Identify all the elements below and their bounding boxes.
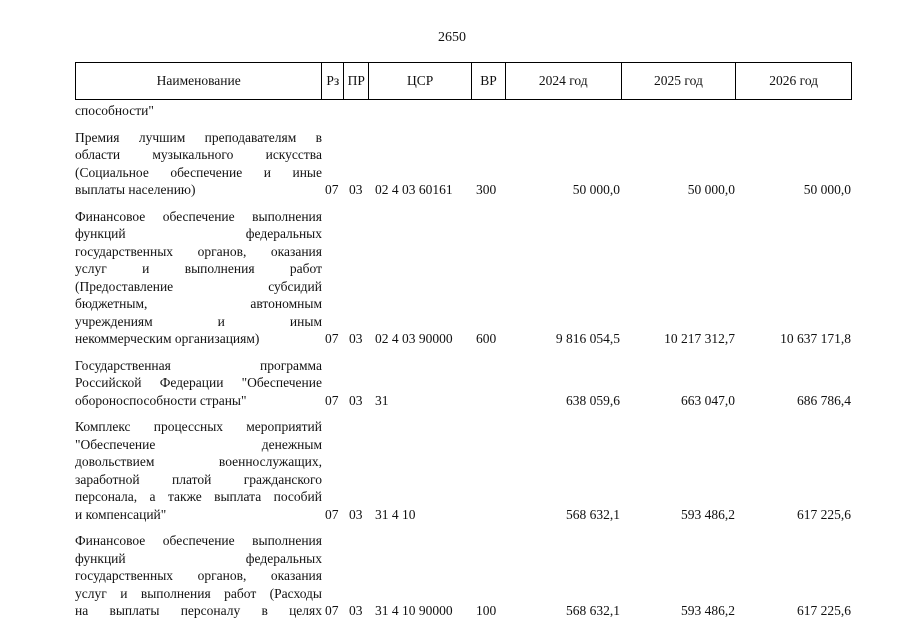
row-2024: 9 816 054,5 — [555, 331, 620, 346]
row-2026: 617 225,6 — [797, 603, 851, 618]
row-values — [75, 181, 852, 199]
header-pr: ПР — [344, 63, 369, 99]
row-name-line: функций федеральных — [75, 550, 322, 566]
row-name-line: (Социальное обеспечение и иные — [75, 164, 322, 180]
row-2026: 10 637 171,8 — [780, 331, 851, 346]
header-2026: 2026 год — [769, 73, 819, 88]
row-vr: 100 — [476, 603, 497, 618]
page-number: 2650 — [438, 30, 466, 45]
row-name — [75, 208, 322, 348]
row-name-line: персонала, а также выплата пособий — [75, 489, 322, 504]
header-2025: 2025 год — [622, 63, 737, 99]
row-name-line: (Предоставление субсидий — [75, 278, 322, 294]
row-values — [75, 330, 852, 348]
row-name-line: и компенсаций" — [75, 506, 167, 522]
header-name: Наименование — [76, 63, 322, 99]
table-row — [75, 129, 852, 199]
table-row — [75, 102, 852, 120]
row-2024: 568 632,1 — [566, 506, 620, 522]
row-name-line: государственных органов, оказания — [75, 568, 322, 583]
table-row — [75, 208, 852, 348]
row-name-line: способности" — [75, 103, 154, 118]
row-pr: 03 — [349, 182, 363, 197]
row-values — [75, 602, 852, 620]
row-name-line: заработной платой гражданского — [75, 471, 322, 487]
row-name-line: услуг и выполнения работ — [75, 261, 322, 276]
row-csr: 31 — [375, 392, 389, 408]
row-values — [75, 506, 852, 524]
row-name-line: услуг и выполнения работ (Расходы — [75, 585, 322, 601]
row-name-line: Премия лучшим преподавателям в — [75, 129, 322, 145]
header-csr: ЦСР — [369, 63, 472, 99]
row-name-line: довольствием военнослужащих, — [75, 454, 322, 469]
row-pr: 03 — [349, 331, 363, 346]
header-rz: Рз — [322, 63, 344, 99]
row-rz: 07 — [325, 182, 339, 197]
table-header — [75, 62, 852, 100]
row-2026: 686 786,4 — [797, 392, 851, 408]
row-rz: 07 — [325, 331, 339, 346]
table-row — [75, 532, 852, 620]
row-2025: 10 217 312,7 — [664, 331, 735, 346]
row-csr: 02 4 03 90000 — [375, 331, 453, 346]
row-name-line: учреждениям и иным — [75, 313, 322, 329]
row-2025: 50 000,0 — [687, 182, 735, 197]
row-name-line: обороноспособности страны" — [75, 392, 247, 408]
row-vr: 300 — [476, 182, 497, 197]
row-name-line: выплаты населению) — [75, 182, 196, 197]
row-2026: 617 225,6 — [797, 506, 851, 522]
row-2024: 568 632,1 — [566, 603, 620, 618]
row-rz: 07 — [325, 506, 339, 522]
row-vr: 600 — [476, 331, 497, 346]
row-name-line: Государственная программа — [75, 357, 322, 373]
row-values — [75, 392, 852, 410]
row-rz: 07 — [325, 392, 339, 408]
row-name-line: государственных органов, оказания — [75, 243, 322, 259]
row-name — [75, 102, 322, 120]
row-name-line: Комплекс процессных мероприятий — [75, 419, 322, 434]
row-2024: 50 000,0 — [572, 182, 620, 197]
row-2024: 638 059,6 — [566, 392, 620, 408]
row-2025: 593 486,2 — [681, 603, 735, 618]
row-2025: 663 047,0 — [681, 392, 735, 408]
table-row — [75, 418, 852, 523]
row-name-line: "Обеспечение денежным — [75, 436, 322, 452]
table-row — [75, 357, 852, 410]
row-pr: 03 — [349, 392, 363, 408]
row-2026: 50 000,0 — [803, 182, 851, 197]
row-rz: 07 — [325, 603, 339, 618]
header-2024: 2024 год — [506, 63, 622, 99]
row-name-line: Финансовое обеспечение выполнения — [75, 208, 322, 224]
row-name-line: Российской Федерации "Обеспечение — [75, 375, 322, 390]
row-name-line: бюджетным, автономным — [75, 296, 322, 311]
row-csr: 31 4 10 — [375, 506, 416, 522]
row-pr: 03 — [349, 603, 363, 618]
row-name-line: некоммерческим организациям) — [75, 331, 260, 346]
table-body — [75, 100, 852, 620]
row-name-line: Финансовое обеспечение выполнения — [75, 533, 322, 548]
row-2025: 593 486,2 — [681, 506, 735, 522]
row-csr: 02 4 03 60161 — [375, 182, 453, 197]
row-csr: 31 4 10 90000 — [375, 603, 453, 618]
row-pr: 03 — [349, 506, 363, 522]
header-vr: ВР — [472, 63, 506, 99]
row-name-line: области музыкального искусства — [75, 147, 322, 162]
row-name-line: функций федеральных — [75, 226, 322, 241]
row-name-line: на выплаты персоналу в целях — [75, 603, 322, 618]
